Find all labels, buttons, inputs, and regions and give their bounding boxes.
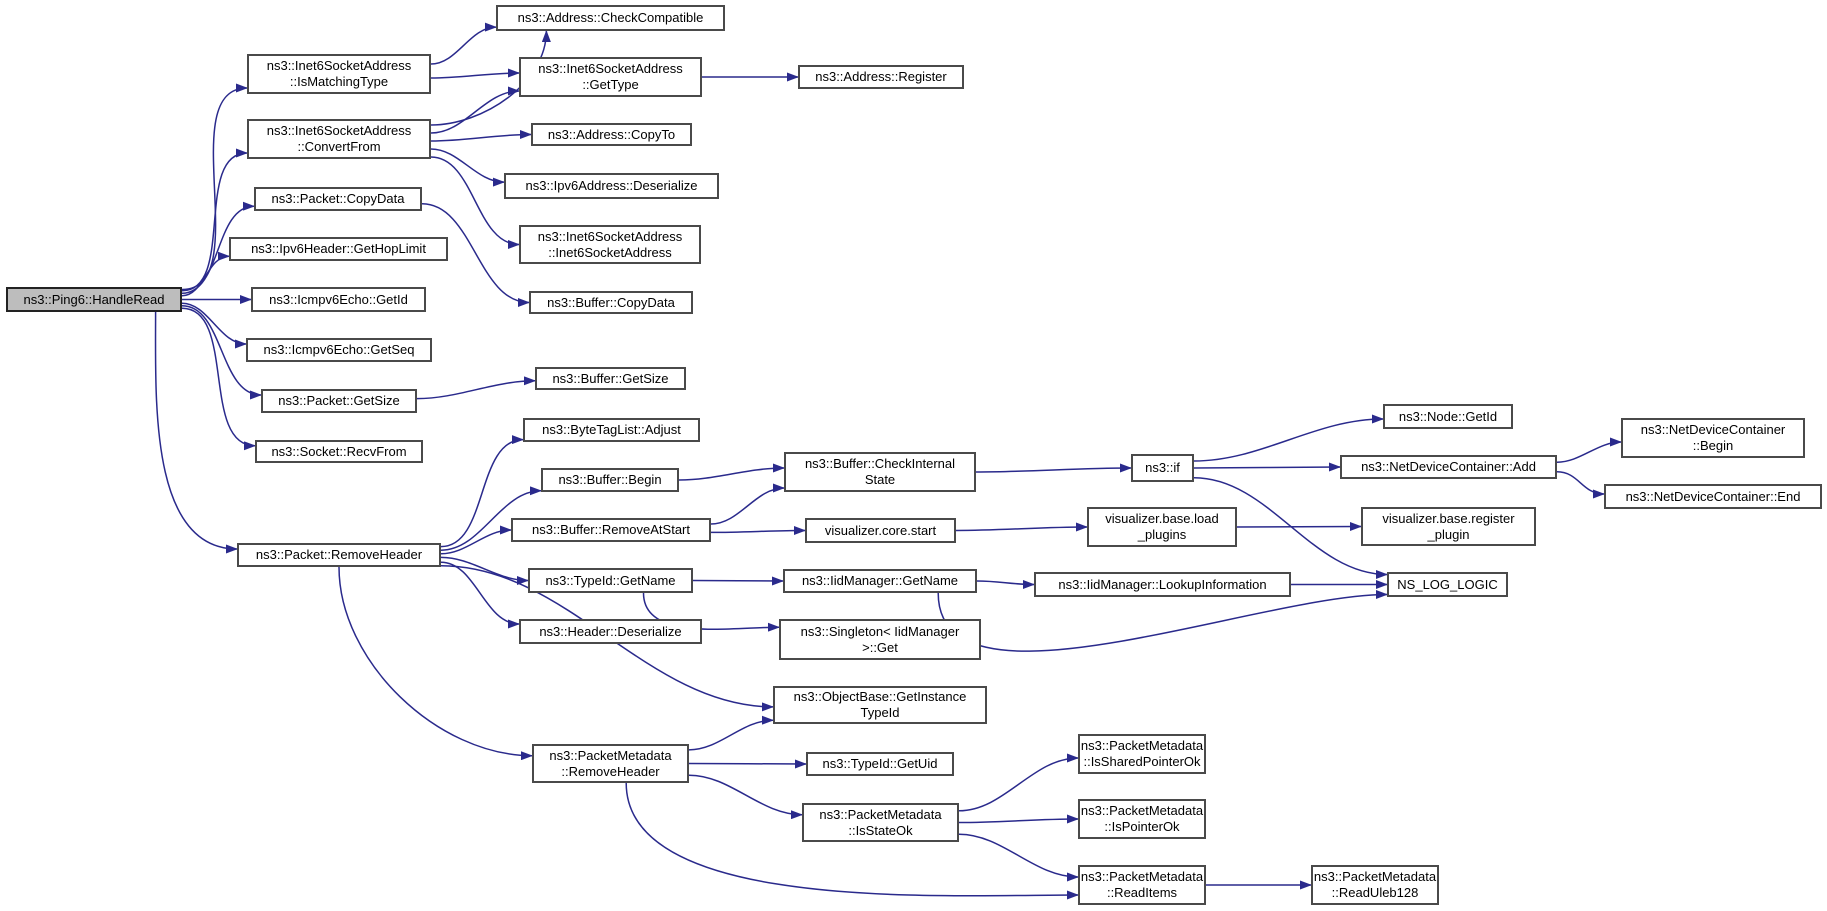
- node-core-start[interactable]: [805, 518, 956, 543]
- edge-packet-remove-header-to-pm-remove-header: [339, 567, 532, 756]
- edge-ns3-if-to-ndc-add: [1194, 467, 1340, 468]
- node-check-compatible[interactable]: [496, 5, 725, 31]
- edge-iid-get-name-to-lookup-information: [977, 581, 1034, 585]
- node-ns-log-logic[interactable]: [1387, 572, 1508, 597]
- edge-packet-remove-header-to-typeid-get-name: [441, 557, 528, 580]
- edge-ndc-add-to-ndc-begin: [1557, 442, 1621, 462]
- node-bytetaglist-adjust[interactable]: [523, 418, 700, 442]
- node-label: ns3::Buffer::CopyData: [547, 294, 675, 310]
- node-label: _plugin: [1427, 526, 1470, 542]
- node-label: ns3::Address::CheckCompatible: [517, 10, 704, 25]
- node-label: ns3::PacketMetadata: [1080, 738, 1204, 753]
- node-label: ns3::Packet::GetSize: [278, 393, 400, 408]
- edge-is-matching-type-to-get-type: [431, 73, 519, 78]
- edge-handle-read-to-convert-from: [182, 153, 247, 291]
- node-get-instance-typeid[interactable]: [773, 686, 987, 724]
- node-label: ns3::Buffer::Begin: [558, 472, 662, 487]
- node-ns3-if[interactable]: [1131, 454, 1194, 482]
- node-packet-get-size[interactable]: [261, 389, 417, 413]
- node-label: ns3::TypeId::GetUid: [822, 756, 938, 771]
- edge-is-state-ok-to-is-pointer-ok: [959, 819, 1078, 823]
- node-label: ::ReadUleb128: [1331, 885, 1419, 900]
- edge-pm-remove-header-to-typeid-get-uid: [689, 764, 806, 765]
- node-read-items[interactable]: [1078, 865, 1206, 905]
- node-label: ns3::Address::CopyTo: [547, 126, 676, 142]
- node-label: ns3::Icmpv6Echo::GetId: [269, 291, 408, 307]
- node-label: ns3::PacketMetadata: [1080, 803, 1204, 818]
- node-icmpv6-get-seq[interactable]: [246, 338, 432, 362]
- edge-load-plugins-to-register-plugin: [1237, 527, 1361, 528]
- node-convert-from[interactable]: [247, 119, 431, 159]
- node-label: ::IsPointerOk: [1104, 819, 1180, 834]
- node-node-get-id[interactable]: [1383, 404, 1513, 429]
- node-handle-read: [6, 287, 182, 312]
- node-load-plugins[interactable]: [1087, 507, 1237, 547]
- edge-convert-from-to-address-copy-to: [431, 135, 531, 142]
- node-label: ns3::Packet::RemoveHeader: [255, 547, 423, 562]
- node-label: ::Inet6SocketAddress: [548, 244, 672, 260]
- edge-packet-get-size-to-buffer-get-size: [417, 381, 535, 399]
- node-label: ns3::Socket::RecvFrom: [271, 443, 407, 459]
- node-label: ns3::Icmpv6Echo::GetSeq: [263, 342, 415, 357]
- node-buffer-get-size[interactable]: [535, 367, 686, 390]
- node-ipv6-deserialize[interactable]: [504, 173, 719, 199]
- node-label: ns3::Inet6SocketAddress: [266, 58, 412, 73]
- edge-typeid-get-name-to-iid-get-name: [693, 581, 783, 582]
- node-ndc-add[interactable]: [1340, 455, 1557, 479]
- node-label: ns3::TypeId::GetName: [545, 572, 676, 588]
- edge-handle-read-to-icmpv6-get-seq: [182, 303, 246, 344]
- node-label: ::GetType: [582, 77, 639, 92]
- edge-check-internal-state-to-ns3-if: [976, 468, 1131, 472]
- edge-iid-get-name-to-ns-log-logic: [938, 593, 1387, 651]
- node-label: ::IsStateOk: [848, 822, 913, 838]
- node-label: ns3::Header::Deserialize: [539, 623, 682, 639]
- node-label: ns3::NetDeviceContainer: [1640, 422, 1786, 437]
- node-label: ::IsSharedPointerOk: [1083, 754, 1201, 769]
- node-socket-recv-from[interactable]: [255, 440, 423, 463]
- node-label: ns3::PacketMetadata: [1080, 869, 1204, 884]
- node-buffer-begin[interactable]: [541, 468, 679, 492]
- node-label: ns3::Inet6SocketAddress: [537, 228, 683, 244]
- node-is-matching-type[interactable]: [247, 54, 431, 94]
- edge-is-state-ok-to-read-items: [959, 834, 1078, 877]
- edge-is-state-ok-to-is-shared-pointer-ok: [959, 758, 1078, 811]
- node-label: ns3::Ping6::HandleRead: [23, 291, 165, 307]
- node-get-type[interactable]: [519, 57, 702, 97]
- node-buffer-copy-data[interactable]: [529, 291, 693, 314]
- node-lookup-information[interactable]: [1034, 572, 1291, 597]
- edge-buffer-begin-to-check-internal-state: [679, 468, 784, 480]
- node-label: ns3::PacketMetadata: [819, 806, 942, 822]
- node-label: NS_LOG_LOGIC: [1397, 576, 1498, 592]
- edge-core-start-to-load-plugins: [956, 527, 1087, 531]
- node-read-uleb128[interactable]: [1311, 865, 1439, 905]
- node-label: State: [864, 472, 896, 487]
- node-label: ::RemoveHeader: [561, 763, 660, 779]
- node-label: visualizer.core.start: [824, 522, 937, 538]
- node-label: ns3::Node::GetId: [1398, 408, 1498, 424]
- node-label: ::ConvertFrom: [297, 139, 381, 154]
- node-address-register[interactable]: [798, 65, 964, 89]
- node-is-pointer-ok[interactable]: [1078, 799, 1206, 839]
- edge-ndc-add-to-ndc-end: [1557, 472, 1604, 494]
- edge-remove-at-start-to-core-start: [711, 531, 805, 533]
- node-label: TypeId: [860, 705, 900, 720]
- edge-handle-read-to-get-hop-limit: [182, 256, 229, 296]
- node-check-internal-state[interactable]: [784, 452, 976, 492]
- node-label: visualizer.base.load: [1105, 511, 1219, 526]
- node-singleton-get[interactable]: [779, 619, 981, 660]
- edge-is-matching-type-to-check-compatible: [431, 27, 496, 64]
- node-ndc-end[interactable]: [1604, 484, 1822, 509]
- node-label: ns3::Buffer::GetSize: [552, 370, 669, 386]
- node-label: _plugins: [1137, 527, 1187, 542]
- node-label: ns3::Buffer::RemoveAtStart: [532, 522, 690, 537]
- node-label: ns3::if: [1145, 460, 1180, 475]
- node-label: ns3::Ipv6Address::Deserialize: [525, 178, 698, 193]
- node-get-hop-limit[interactable]: [229, 237, 448, 261]
- node-label: ns3::Address::Register: [815, 69, 947, 84]
- node-icmpv6-get-id[interactable]: [251, 287, 426, 312]
- edge-packet-remove-header-to-header-deserialize: [441, 562, 519, 624]
- edge-convert-from-to-ipv6-deserialize: [431, 149, 504, 182]
- node-is-shared-pointer-ok[interactable]: [1078, 734, 1206, 774]
- node-label: ns3::ByteTagList::Adjust: [542, 422, 681, 437]
- node-inet6-ctor[interactable]: [519, 225, 701, 264]
- node-label: ::IsMatchingType: [289, 74, 389, 89]
- node-label: ns3::IidManager::LookupInformation: [1058, 576, 1267, 592]
- edge-convert-from-to-inet6-ctor: [431, 157, 519, 245]
- node-typeid-get-uid[interactable]: [806, 752, 954, 776]
- edge-pm-remove-header-to-is-state-ok: [689, 775, 802, 815]
- node-typeid-get-name[interactable]: [528, 568, 693, 593]
- node-pm-remove-header[interactable]: [532, 744, 689, 783]
- node-label: ns3::Packet::CopyData: [271, 191, 405, 206]
- node-label: ns3::Inet6SocketAddress: [538, 61, 683, 76]
- node-label: ns3::NetDeviceContainer::Add: [1361, 459, 1536, 474]
- node-label: visualizer.base.register: [1382, 510, 1515, 526]
- node-label: ns3::PacketMetadata: [549, 747, 672, 763]
- edge-pm-remove-header-to-get-instance-typeid: [689, 720, 773, 750]
- node-label: ns3::NetDeviceContainer::End: [1625, 488, 1801, 504]
- node-register-plugin[interactable]: [1361, 507, 1536, 546]
- node-label: ns3::PacketMetadata: [1313, 869, 1437, 884]
- node-remove-at-start[interactable]: [511, 518, 711, 542]
- node-iid-get-name[interactable]: [783, 569, 977, 593]
- node-label: ::ReadItems: [1106, 885, 1178, 900]
- node-label: ns3::ObjectBase::GetInstance: [793, 689, 967, 704]
- node-label: ns3::Inet6SocketAddress: [266, 123, 412, 138]
- node-packet-copy-data[interactable]: [254, 187, 422, 211]
- node-ndc-begin[interactable]: [1621, 418, 1805, 458]
- edge-convert-from-to-get-type: [431, 91, 519, 133]
- edge-handle-read-to-packet-remove-header: [156, 312, 237, 549]
- node-label: >::Get: [862, 639, 898, 655]
- node-label: ::Begin: [1692, 438, 1734, 453]
- node-label: ns3::Buffer::CheckInternal: [804, 456, 956, 471]
- node-label: ns3::IidManager::GetName: [801, 573, 959, 588]
- node-is-state-ok[interactable]: [802, 803, 959, 842]
- node-packet-remove-header[interactable]: [237, 543, 441, 567]
- node-address-copy-to[interactable]: [531, 123, 692, 146]
- edge-remove-at-start-to-check-internal-state: [711, 488, 784, 524]
- node-label: ns3::Ipv6Header::GetHopLimit: [251, 241, 426, 256]
- node-label: ns3::Singleton< IidManager: [800, 623, 960, 639]
- edge-handle-read-to-socket-recv-from: [182, 308, 255, 446]
- edge-packet-remove-header-to-remove-at-start: [441, 530, 511, 554]
- node-header-deserialize[interactable]: [519, 619, 702, 644]
